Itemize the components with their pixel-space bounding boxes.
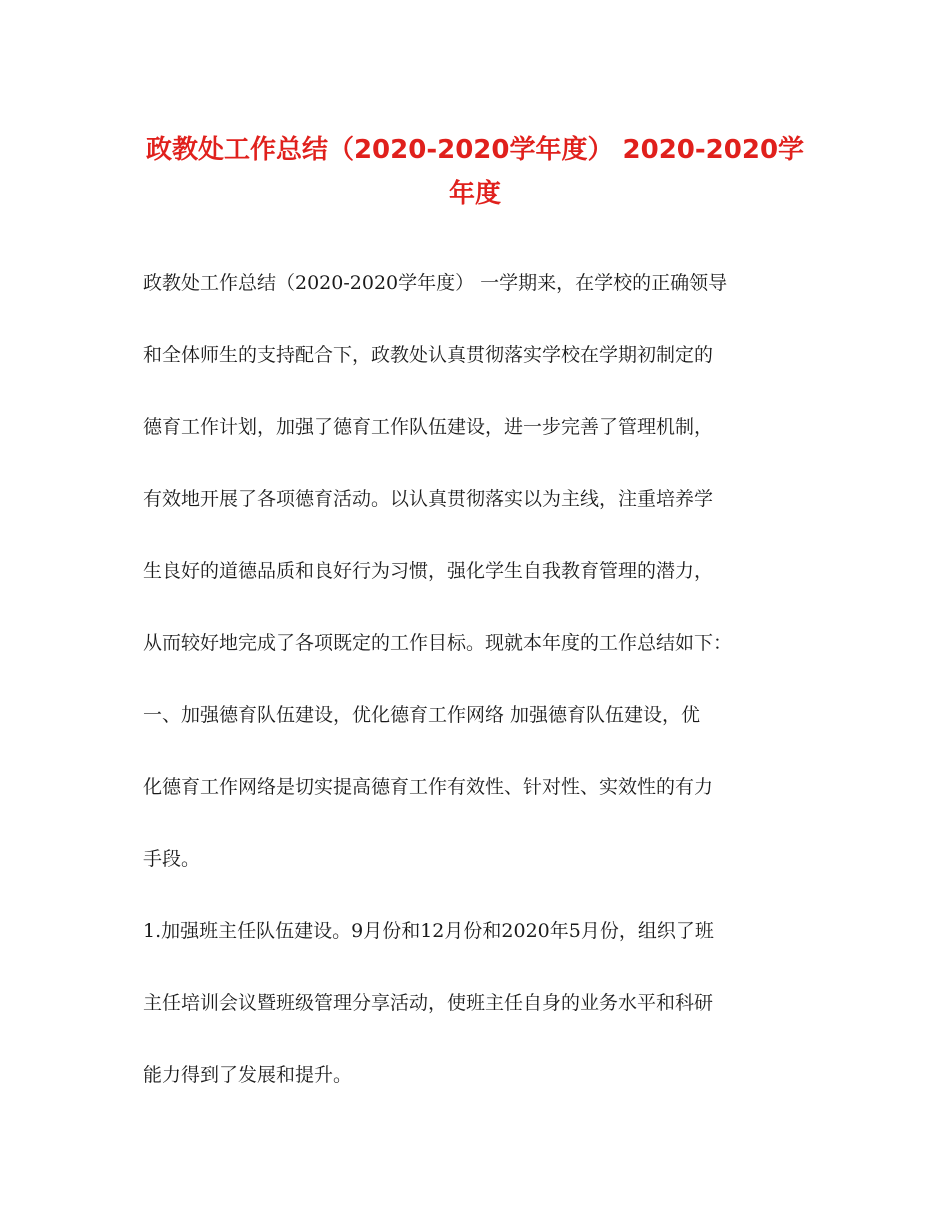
- body-line: 1.加强班主任队伍建设。9月份和12月份和2020年5月份，组织了班: [143, 920, 714, 942]
- body-line: 从而较好地完成了各项既定的工作目标。现就本年度的工作总结如下：: [143, 632, 733, 654]
- document-title: 政教处工作总结（2020-2020学年度） 2020-2020学年度: [145, 135, 805, 209]
- body-line: 有效地开展了各项德育活动。以认真贯彻落实以为主线，注重培养学: [143, 488, 714, 510]
- body-line: 化德育工作网络是切实提高德育工作有效性、针对性、实效性的有力: [143, 776, 714, 798]
- document-body: [143, 264, 808, 1128]
- body-line: 一、加强德育队伍建设，优化德育工作网络 加强德育队伍建设，优: [143, 704, 701, 726]
- body-line: 政教处工作总结（2020-2020学年度） 一学期来，在学校的正确领导: [143, 272, 728, 294]
- body-line: 能力得到了发展和提升。: [143, 1064, 353, 1086]
- body-line: 和全体师生的支持配合下，政教处认真贯彻落实学校在学期初制定的: [143, 344, 714, 366]
- body-line: 德育工作计划，加强了德育工作队伍建设，进一步完善了管理机制，: [143, 416, 714, 438]
- body-line: 主任培训会议暨班级管理分享活动，使班主任自身的业务水平和科研: [143, 992, 714, 1014]
- body-line: 生良好的道德品质和良好行为习惯，强化学生自我教育管理的潜力，: [143, 560, 714, 582]
- body-line: 手段。: [143, 848, 201, 870]
